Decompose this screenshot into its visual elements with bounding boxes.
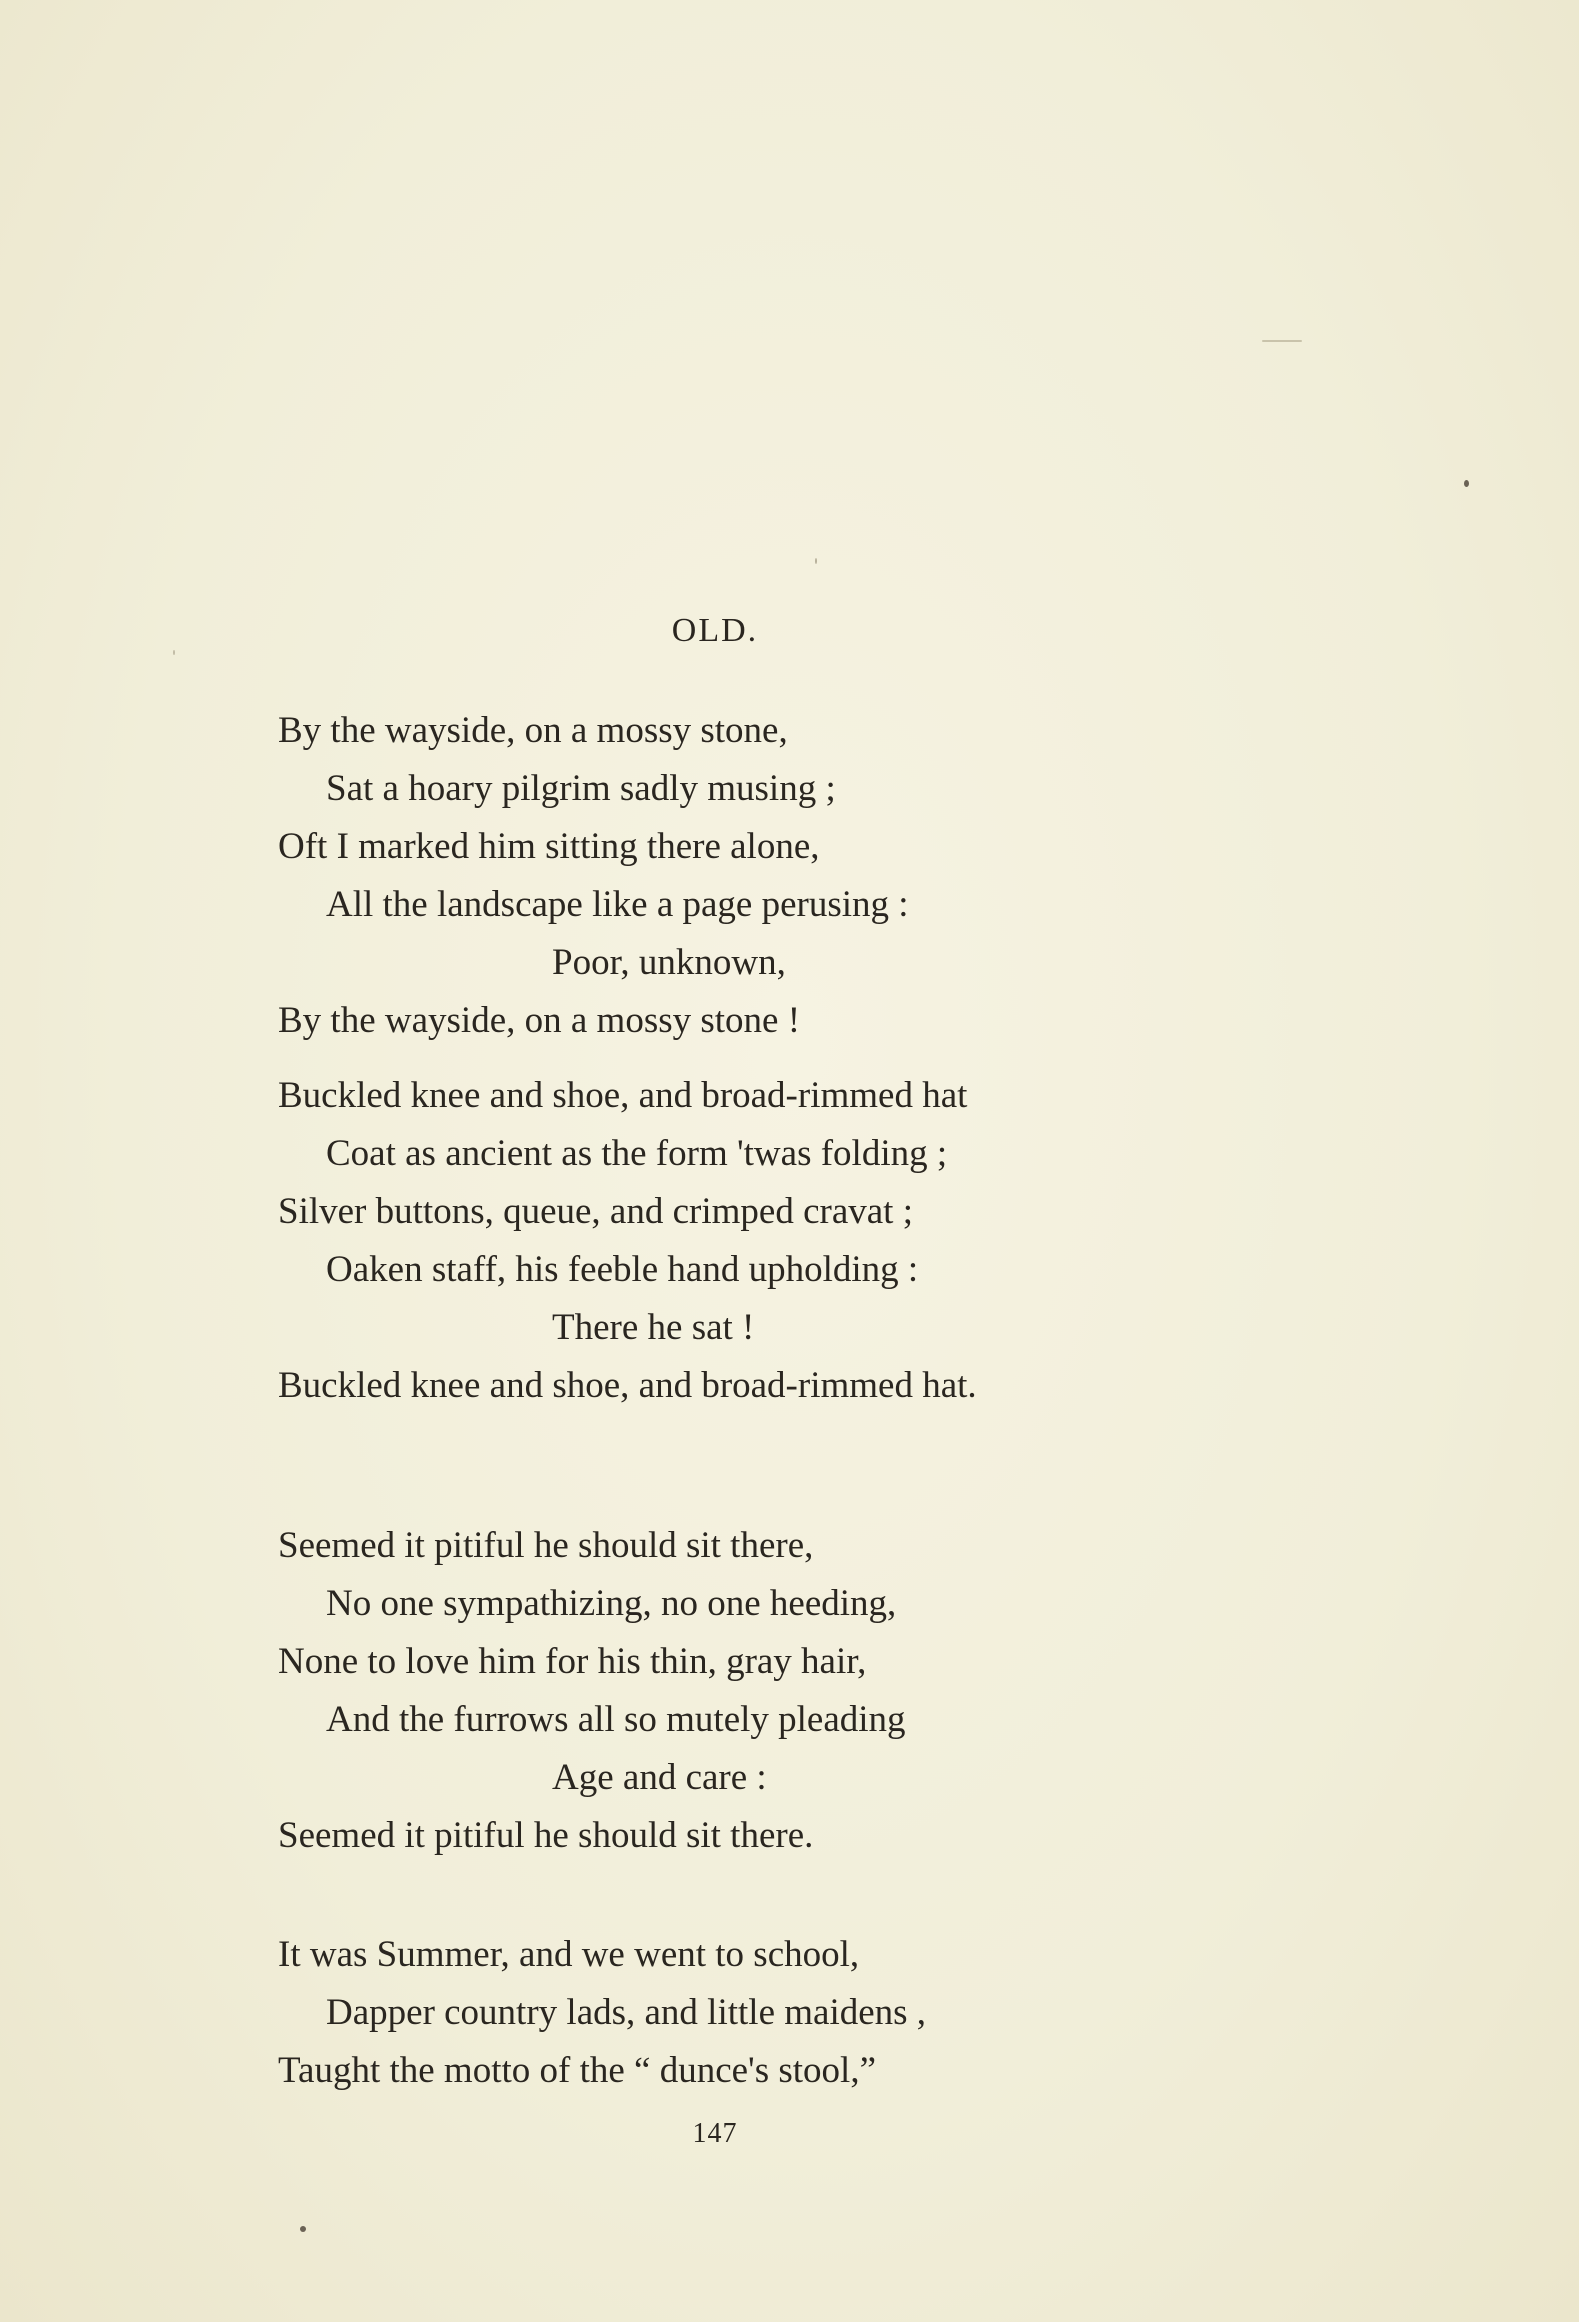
verse-line: Buckled knee and shoe, and broad-rimmed hat (278, 1075, 968, 1116)
verse-line: Seemed it pitiful he should sit there, (278, 1525, 814, 1566)
verse-line: By the wayside, on a mossy stone ! (278, 1000, 801, 1041)
verse-line: It was Summer, and we went to school, (278, 1934, 860, 1975)
speck (173, 650, 175, 655)
verse-line: Silver buttons, queue, and crimped cravat ; (278, 1191, 913, 1232)
speck (815, 558, 817, 564)
speck (1262, 340, 1302, 342)
speck (300, 2226, 306, 2232)
verse-line: Taught the motto of the “ dunce's stool,” (278, 2050, 876, 2091)
verse-line: Sat a hoary pilgrim sadly musing ; (326, 768, 836, 809)
verse-line: None to love him for his thin, gray hair, (278, 1641, 867, 1682)
verse-line: Seemed it pitiful he should sit there. (278, 1815, 814, 1856)
verse-line: And the furrows all so mutely pleading (326, 1699, 906, 1740)
verse-line: Poor, unknown, (552, 942, 786, 983)
verse-line: Age and care : (552, 1757, 767, 1798)
poem-title: OLD. (671, 612, 759, 649)
verse-line: Oaken staff, his feeble hand upholding : (326, 1249, 919, 1290)
speck (1464, 480, 1469, 487)
verse-line: By the wayside, on a mossy stone, (278, 710, 788, 751)
verse-line: Dapper country lads, and little maidens , (326, 1992, 927, 2033)
verse-line: There he sat ! (552, 1307, 755, 1348)
verse-line: No one sympathizing, no one heeding, (326, 1583, 897, 1624)
page-number: 147 (692, 2118, 738, 2149)
verse-line: All the landscape like a page perusing : (326, 884, 909, 925)
verse-line: Coat as ancient as the form 'twas folding ; (326, 1133, 948, 1174)
verse-line: Buckled knee and shoe, and broad-rimmed hat. (278, 1365, 977, 1406)
verse-line: Oft I marked him sitting there alone, (278, 826, 820, 867)
